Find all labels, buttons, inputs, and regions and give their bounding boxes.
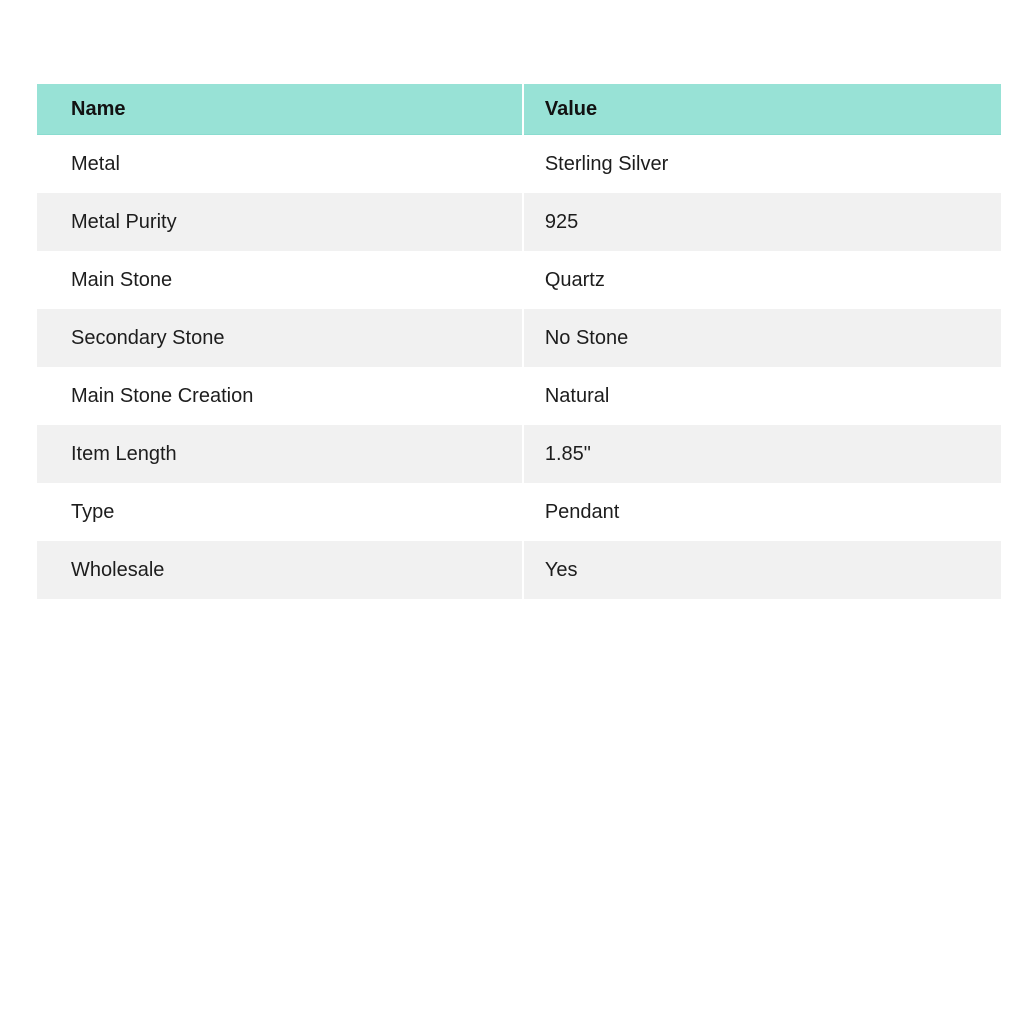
attr-value-cell: Natural bbox=[523, 367, 1001, 425]
product-spec-table-container bbox=[37, 84, 1001, 599]
table-row bbox=[37, 251, 1001, 309]
product-spec-table bbox=[37, 84, 1001, 599]
attr-value-cell: Sterling Silver bbox=[523, 135, 1001, 194]
header-cell-name: Name bbox=[37, 84, 523, 135]
header-cell-value: Value bbox=[523, 84, 1001, 135]
attr-name-cell: Item Length bbox=[37, 425, 523, 483]
attr-value-cell: 1.85" bbox=[523, 425, 1001, 483]
attr-name-cell: Secondary Stone bbox=[37, 309, 523, 367]
attr-name-cell: Main Stone Creation bbox=[37, 367, 523, 425]
attr-value-cell: No Stone bbox=[523, 309, 1001, 367]
attr-name-cell: Metal Purity bbox=[37, 193, 523, 251]
attr-name-cell: Wholesale bbox=[37, 541, 523, 599]
attr-value-cell: Quartz bbox=[523, 251, 1001, 309]
attr-name-cell: Type bbox=[37, 483, 523, 541]
table-row bbox=[37, 367, 1001, 425]
table-row bbox=[37, 309, 1001, 367]
table-row bbox=[37, 541, 1001, 599]
attr-value-cell: Pendant bbox=[523, 483, 1001, 541]
header-row bbox=[37, 84, 1001, 135]
table-row bbox=[37, 483, 1001, 541]
attr-name-cell: Metal bbox=[37, 135, 523, 194]
table-row bbox=[37, 193, 1001, 251]
attr-value-cell: 925 bbox=[523, 193, 1001, 251]
table-row bbox=[37, 425, 1001, 483]
table-row bbox=[37, 135, 1001, 194]
attr-value-cell: Yes bbox=[523, 541, 1001, 599]
attr-name-cell: Main Stone bbox=[37, 251, 523, 309]
